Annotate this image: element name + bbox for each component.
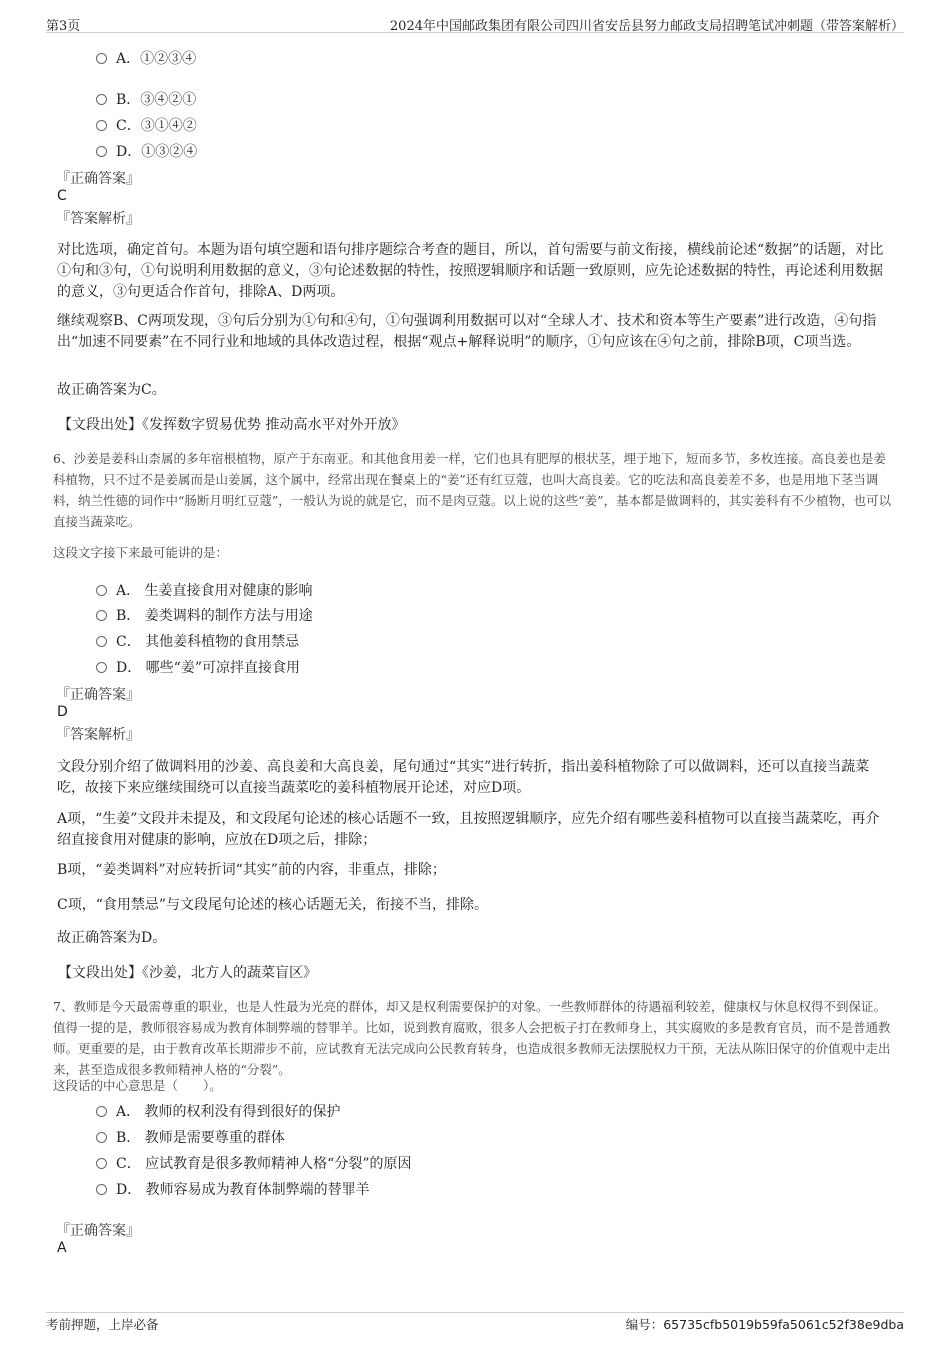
q5-correct-label: 『正确答案』 [56,171,140,187]
radio-icon[interactable] [96,94,107,105]
radio-icon[interactable] [96,636,107,647]
q6-analysis-label: 『答案解析』 [56,727,140,743]
radio-icon[interactable] [96,53,107,64]
footer-slogan: 考前押题，上岸必备 [46,1317,159,1332]
radio-icon[interactable] [96,1106,107,1117]
q5-analysis-conclusion: 故正确答案为C。 [57,382,166,398]
q5-option-c[interactable]: C．③①④② [96,115,197,135]
radio-icon[interactable] [96,1132,107,1143]
q6-option-d[interactable]: D． 哪些“姜”可凉拌直接食用 [96,657,300,677]
radio-icon[interactable] [96,120,107,131]
radio-icon[interactable] [96,610,107,621]
q6-analysis-paragraph: A项，“生姜”文段并未提及，和文段尾句论述的核心话题不一致，且按照逻辑顺序，应先介绍有哪些姜科植物可以直接当蔬菜吃，再介绍直接食用对健康的影响，应放在D项之后，排除； [57,811,880,848]
q5-option-b[interactable]: B．③④②① [96,89,196,109]
q7-answer: A [57,1240,67,1256]
q6-analysis-conclusion: 故正确答案为D。 [57,930,167,946]
q5-analysis-label: 『答案解析』 [56,211,140,227]
q7-option-d[interactable]: D． 教师容易成为教育体制弊端的替罪羊 [96,1179,370,1199]
page-number: 第3页 [46,19,81,34]
q6-analysis-paragraph: C项，“食用禁忌”与文段尾句论述的核心话题无关，衔接不当，排除。 [57,897,489,913]
q6-question: 这段文字接下来最可能讲的是： [53,545,229,560]
radio-icon[interactable] [96,585,107,596]
q6-analysis-paragraph: 文段分别介绍了做调料用的沙姜、高良姜和大高良姜，尾句通过“其实”进行转折，指出姜科植物除了可以做调料，还可以直接当蔬菜吃，故接下来应继续围绕可以直接当蔬菜吃的姜科植物展开论述，对应D项。 [57,759,870,796]
q5-option-a[interactable]: A．①②③④ [96,48,196,68]
q6-option-b[interactable]: B． 姜类调料的制作方法与用途 [96,605,313,625]
radio-icon[interactable] [96,1184,107,1195]
q6-option-c[interactable]: C． 其他姜科植物的食用禁忌 [96,631,299,651]
q7-option-c[interactable]: C． 应试教育是很多教师精神人格“分裂”的原因 [96,1153,411,1173]
q7-stem: 7、教师是今天最需尊重的职业，也是人性最为光亮的群体，却又是权利需要保护的对象。一些教师群体的待遇福利较差，健康权与休息权得不到保证。值得一提的是，教师很容易成为教育体制弊端的替罪羊。比如，说到教育腐败，很多人会把板子打在教师身上，其实腐败的多是教育官员，而不是普通教师。更重要的是，由于教育改革长期滞步不前，应试教育无法完成向公民教育转身，也造成很多教师无法摆脱权力干预，无法从陈旧保守的价值观中走出来，甚至造成很多教师精神人格的“分裂”。 [53,999,891,1077]
q7-option-a[interactable]: A． 教师的权利没有得到很好的保护 [96,1101,341,1121]
radio-icon[interactable] [96,1158,107,1169]
q5-source: 【文段出处】《发挥数字贸易优势 推动高水平对外开放》 [58,417,406,433]
q6-analysis-paragraph: B项，“姜类调料”对应转折词“其实”前的内容，非重点，排除； [57,862,446,878]
page-footer [46,1312,904,1332]
q5-answer: C [57,188,67,204]
q6-option-a[interactable]: A． 生姜直接食用对健康的影响 [96,580,313,600]
q6-stem: 6、沙姜是姜科山柰属的多年宿根植物，原产于东南亚。和其他食用姜一样，它们也具有肥厚的根状茎，埋于地下，短而多节，多枚连接。高良姜也是姜科植物，只不过不是姜属而是山姜属，这个属中，经常出现在餐桌上的“姜”还有红豆蔻，也叫大高良姜。它的吃法和高良姜差不多，也是用地下茎当调料，纳兰性德的词作中“肠断月明红豆蔻”，一般认为说的就是它，而不是肉豆蔻。以上说的这些“姜”，基本都是做调料的，其实姜科有不少植物，也可以直接当蔬菜吃。 [53,451,892,529]
q7-question: 这段话的中心意思是（ ）。 [53,1078,222,1093]
q7-correct-label: 『正确答案』 [56,1223,140,1239]
q6-answer: D [57,704,68,720]
document-title: 2024年中国邮政集团有限公司四川省安岳县努力邮政支局招聘笔试冲刺题（带答案解析） [389,19,904,34]
q7-option-b[interactable]: B． 教师是需要尊重的群体 [96,1127,285,1147]
q5-analysis-paragraph: 继续观察B、C两项发现，③句后分别为①句和④句，①句强调利用数据可以对“全球人才、技术和资本等生产要素”进行改造，④句指出“加速不同要素”在不同行业和地域的具体改造过程，根据“观点+解释说明”的顺序，①句应该在④句之前，排除B项，C项当选。 [57,313,877,350]
q6-source: 【文段出处】《沙姜，北方人的蔬菜盲区》 [58,965,317,981]
page-header [46,10,904,33]
document-id: 编号：65735cfb5019b59fa5061c52f38e9dba [625,1317,904,1332]
radio-icon[interactable] [96,146,107,157]
radio-icon[interactable] [96,662,107,673]
q5-analysis-paragraph: 对比选项，确定首句。本题为语句填空题和语句排序题综合考查的题目，所以，首句需要与前文衔接，横线前论述“数据”的话题，对比①句和③句，①句说明利用数据的意义，③句论述数据的特性，按照逻辑顺序和话题一致原则，应先论述数据的特性，再论述利用数据的意义，③句更适合作首句，排除A、D两项。 [57,242,884,300]
q6-correct-label: 『正确答案』 [56,687,140,703]
q5-option-d[interactable]: D．①③②④ [96,141,197,161]
